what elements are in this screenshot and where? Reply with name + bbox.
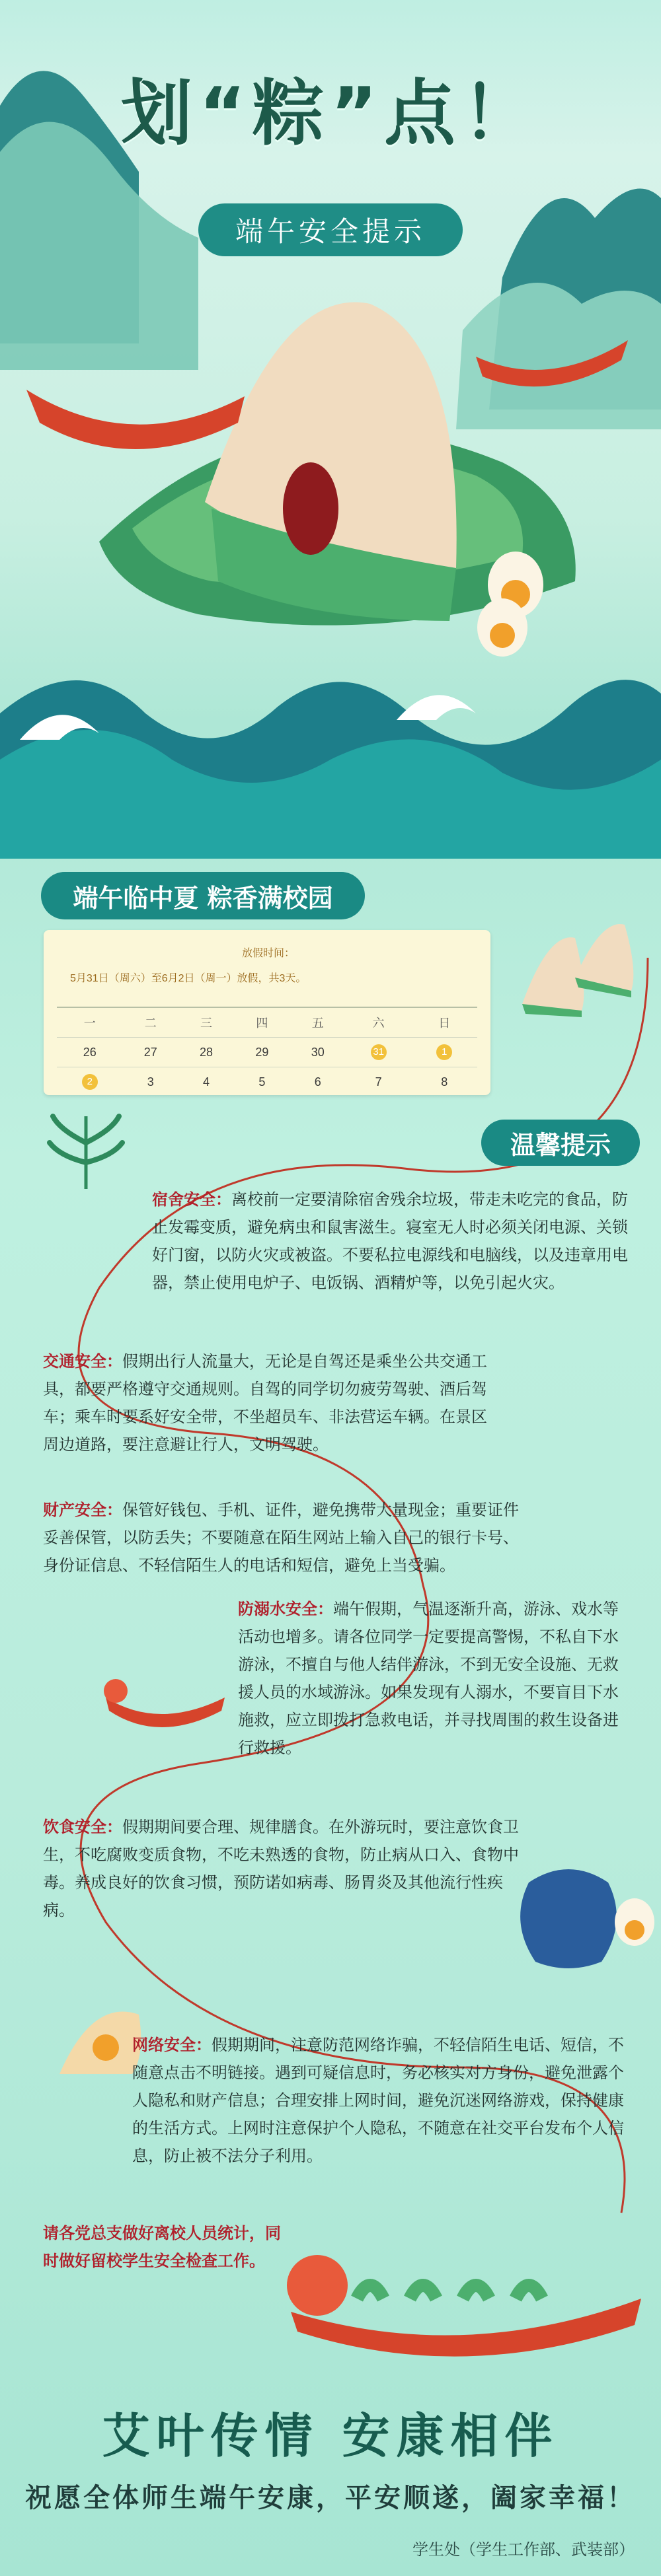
holiday-marker: 1 bbox=[436, 1044, 452, 1060]
net-safety-text: 假期期间，注意防范网络诈骗，不轻信陌生电话、短信，不随意点击不明链接。遇到可疑信息时，务必核实对方身份，避免泄露个人隐私和财产信息；合理安排上网时间，避免沉迷网络游戏，保持健康的生活方式。上网时注意保护个人隐私，不随意在社交平台发布个人信息，防止被不法分子利用。 bbox=[132, 2036, 624, 2165]
calendar-day: 26 bbox=[57, 1038, 123, 1067]
property-safety-label: 财产安全： bbox=[43, 1501, 122, 1519]
weekday: 五 bbox=[290, 1007, 346, 1038]
food-safety-label: 饮食安全： bbox=[43, 1818, 122, 1836]
footer-wish: 祝愿全体师生端午安康，平安顺遂，阖家幸福！ bbox=[25, 2482, 636, 2513]
traffic-safety-paragraph bbox=[43, 1347, 492, 1458]
zongzi-egg-icon bbox=[53, 2001, 145, 2081]
water-safety-paragraph bbox=[238, 1595, 621, 1762]
weekday: 三 bbox=[178, 1007, 234, 1038]
weekday: 六 bbox=[346, 1007, 412, 1038]
calendar-day: 8 bbox=[411, 1067, 477, 1097]
notice-text: 请各党总支做好离校人员统计，同时做好留校学生安全检查工作。 bbox=[43, 2224, 281, 2270]
dorm-safety-label: 宿舍安全： bbox=[152, 1190, 231, 1209]
calendar-day: 3 bbox=[123, 1067, 178, 1097]
calendar-day: 4 bbox=[178, 1067, 234, 1097]
section-heading-tips: 温馨提示 bbox=[481, 1120, 640, 1166]
dragon-boat-large bbox=[278, 2233, 648, 2365]
traffic-safety-label: 交通安全： bbox=[43, 1352, 122, 1371]
water-safety-label: 防溺水安全： bbox=[238, 1600, 333, 1618]
calendar-day: 29 bbox=[234, 1038, 290, 1067]
calendar-day: 6 bbox=[290, 1067, 346, 1097]
holiday-marker: 2 bbox=[82, 1074, 98, 1090]
decor-pouch-eggs bbox=[516, 1843, 661, 1975]
section-heading-holiday: 端午临中夏 粽香满校园 bbox=[41, 872, 365, 919]
property-safety-paragraph bbox=[43, 1496, 532, 1579]
net-safety-paragraph bbox=[132, 2031, 628, 2170]
footer-slogan: 艾叶传情 安康相伴 bbox=[102, 2408, 559, 2464]
water-safety-text: 端午假期，气温逐渐升高，游泳、戏水等活动也增多。请各位同学一定要提高警惕，不私自下水游泳，不擅自与他人结伴游泳，不到无安全设施、无救援人员的水域游泳。如果发现有人溺水，不要盲目下水施救，应立即拨打急救电话，并寻找周围的救生设备进行救援。 bbox=[238, 1600, 619, 1757]
weekday: 日 bbox=[411, 1007, 477, 1038]
holiday-label: 放假时间： bbox=[242, 948, 295, 959]
footer-signature: 学生处（学生工作部、武装部） bbox=[412, 2540, 635, 2559]
calendar-day: 28 bbox=[178, 1038, 234, 1067]
dorm-safety-paragraph bbox=[152, 1186, 628, 1297]
subtitle-badge: 端午安全提示 bbox=[198, 203, 463, 256]
calendar-day: 27 bbox=[123, 1038, 178, 1067]
calendar-day: 5 bbox=[234, 1067, 290, 1097]
page-title: 划“粽”点！ bbox=[121, 73, 540, 155]
holiday-marker: 31 bbox=[371, 1044, 387, 1060]
calendar-day: 7 bbox=[346, 1067, 412, 1097]
dragon-boat-icon bbox=[99, 1671, 231, 1731]
traffic-safety-text: 假期出行人流量大，无论是自驾还是乘坐公共交通工具，都要严格遵守交通规则。自驾的同学切勿疲劳驾驶、酒后驾车；乘车时要系好安全带，不坐超员车、非法营运车辆。在景区周边道路，要注意避让行人，文明驾驶。 bbox=[43, 1352, 487, 1454]
food-safety-text: 假期期间要合理、规律膳食。在外游玩时，要注意饮食卫生，不吃腐败变质食物，不吃未熟透的食物，防止病从口入、食物中毒。养成良好的饮食习惯，预防诺如病毒、肠胃炎及其他流行性疾病。 bbox=[43, 1818, 519, 1919]
property-safety-text: 保管好钱包、手机、证件，避免携带大量现金；重要证件妥善保管，以防丢失；不要随意在陌生网站上输入自己的银行卡号、身份证信息、不轻信陌生人的电话和短信，避免上当受骗。 bbox=[43, 1501, 519, 1575]
net-safety-label: 网络安全： bbox=[132, 2036, 212, 2054]
weekday: 二 bbox=[123, 1007, 178, 1038]
weekday: 一 bbox=[57, 1007, 123, 1038]
holiday-date-text: 5月31日（周六）至6月2日（周一）放假，共3天。 bbox=[70, 973, 307, 984]
dorm-safety-text: 离校前一定要清除宿舍残余垃圾，带走未吃完的食品，防止发霉变质，避免病虫和鼠害滋生。寝室无人时必须关闭电源、关锁好门窗，以防火灾或被盗。不要私拉电源线和电脑线，以及违章用电器，禁止使用电炉子、电饭锅、酒精炉等，以免引起火灾。 bbox=[152, 1190, 628, 1292]
food-safety-paragraph bbox=[43, 1813, 519, 1924]
weekday: 四 bbox=[234, 1007, 290, 1038]
calendar-day: 30 bbox=[290, 1038, 346, 1067]
